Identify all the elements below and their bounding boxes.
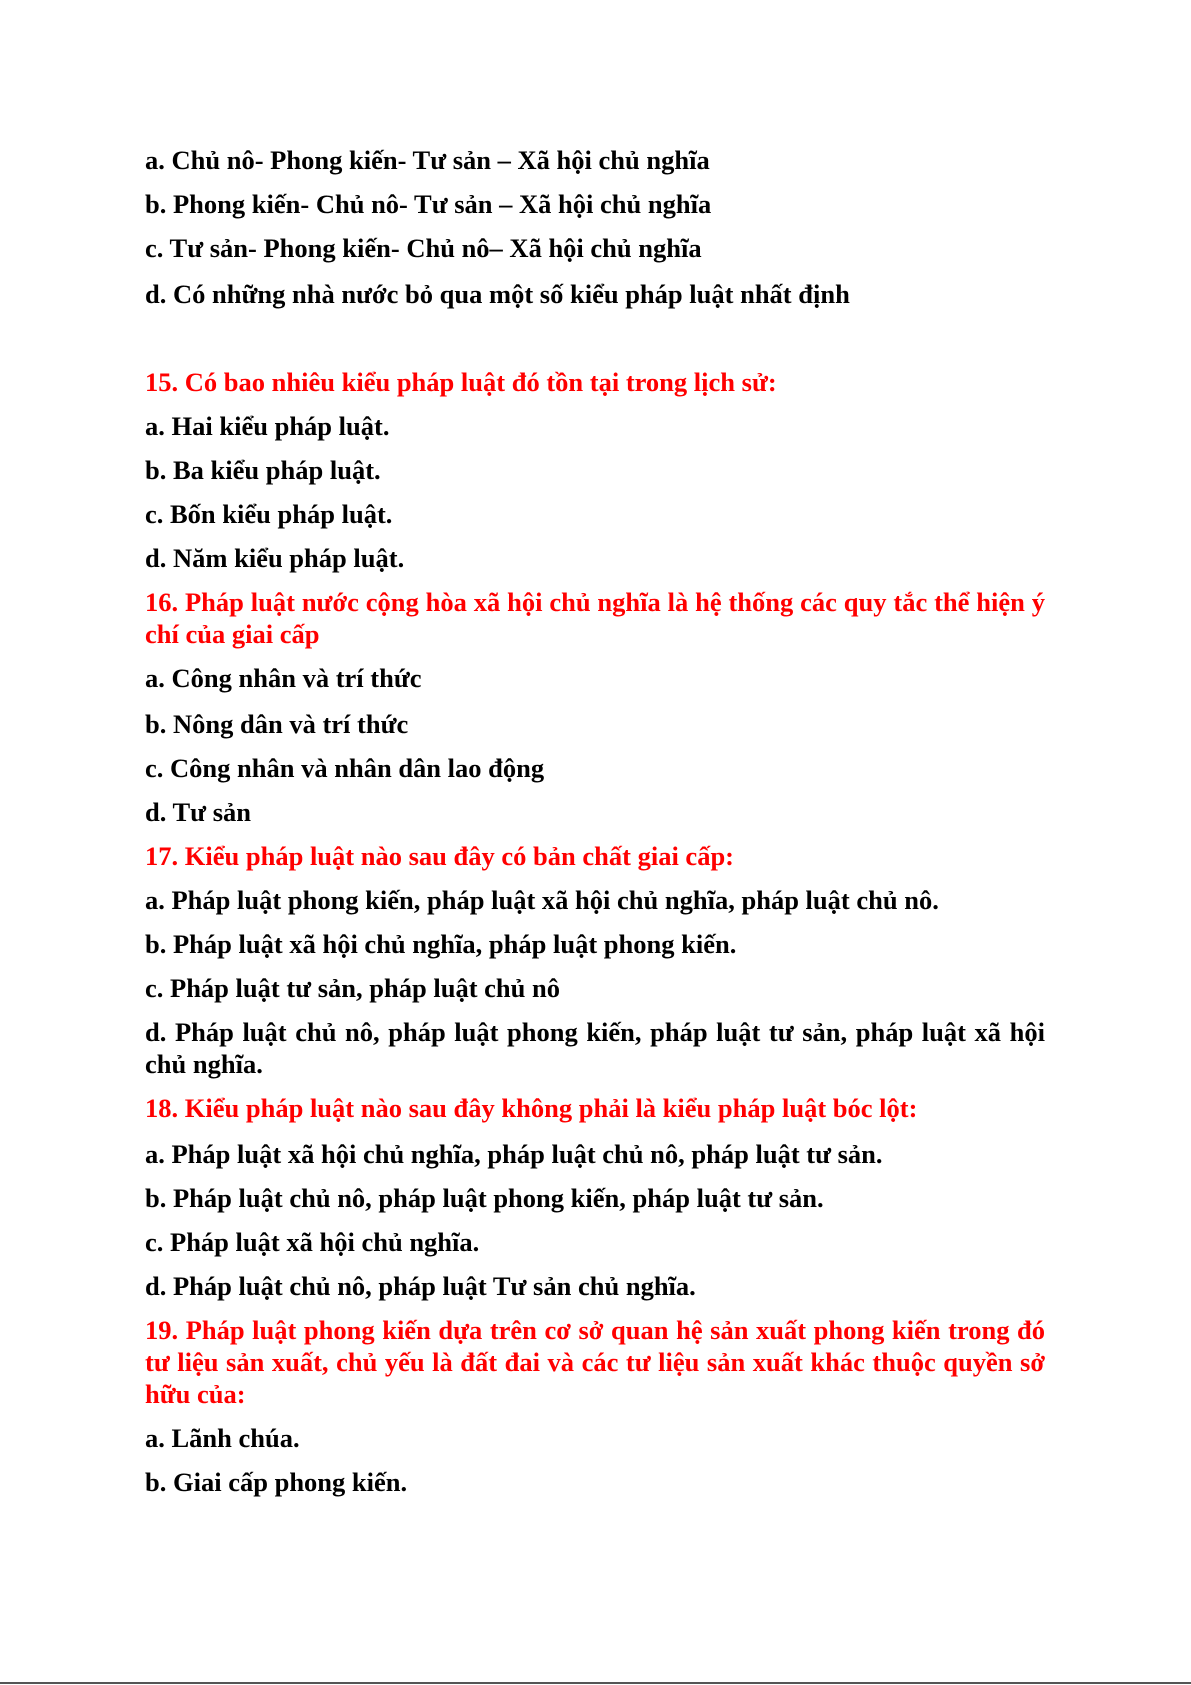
q15-option-c: c. Bốn kiểu pháp luật. [145,499,393,529]
q14-option-d: d. Có những nhà nước bỏ qua một số kiểu pháp luật nhất định [145,279,850,309]
q16-option-b: b. Nông dân và trí thức [145,709,409,739]
q14-option-a: a. Chủ nô- Phong kiến- Tư sản – Xã hội chủ nghĩa [145,145,710,175]
q19-option-a: a. Lãnh chúa. [145,1423,300,1453]
q19-question: 19. Pháp luật phong kiến dựa trên cơ sở quan hệ sản xuất phong kiến trong đó tư liệu sản xuất, chủ yếu là đất đai và các tư liệu sản xuất khác thuộc quyền sở hữu của: [145,1315,1045,1409]
q17-option-a: a. Pháp luật phong kiến, pháp luật xã hội chủ nghĩa, pháp luật chủ nô. [145,885,939,915]
q14-option-c: c. Tư sản- Phong kiến- Chủ nô– Xã hội chủ nghĩa [145,233,702,263]
q16-option-c: c. Công nhân và nhân dân lao động [145,753,545,783]
q18-option-c: c. Pháp luật xã hội chủ nghĩa. [145,1227,480,1257]
q18-question: 18. Kiểu pháp luật nào sau đây không phải là kiểu pháp luật bóc lột: [145,1093,918,1123]
q15-question: 15. Có bao nhiêu kiểu pháp luật đó tồn tại trong lịch sử: [145,367,777,397]
page-bottom-divider [0,1682,1191,1684]
q18-option-b: b. Pháp luật chủ nô, pháp luật phong kiến, pháp luật tư sản. [145,1183,824,1213]
q15-option-d: d. Năm kiểu pháp luật. [145,543,405,573]
q15-option-b: b. Ba kiểu pháp luật. [145,455,381,485]
q17-question: 17. Kiểu pháp luật nào sau đây có bản chất giai cấp: [145,841,735,871]
q16-option-a: a. Công nhân và trí thức [145,663,422,693]
q18-option-a: a. Pháp luật xã hội chủ nghĩa, pháp luật chủ nô, pháp luật tư sản. [145,1139,883,1169]
q17-option-b: b. Pháp luật xã hội chủ nghĩa, pháp luật phong kiến. [145,929,737,959]
q18-option-d: d. Pháp luật chủ nô, pháp luật Tư sản chủ nghĩa. [145,1271,696,1301]
q17-option-d: d. Pháp luật chủ nô, pháp luật phong kiến, pháp luật tư sản, pháp luật xã hội chủ nghĩa. [145,1017,1045,1079]
q16-question: 16. Pháp luật nước cộng hòa xã hội chủ nghĩa là hệ thống các quy tắc thể hiện ý chí của giai cấp [145,587,1045,649]
q16-option-d: d. Tư sản [145,797,252,827]
q15-option-a: a. Hai kiểu pháp luật. [145,411,390,441]
q19-option-b: b. Giai cấp phong kiến. [145,1467,408,1497]
q17-option-c: c. Pháp luật tư sản, pháp luật chủ nô [145,973,560,1003]
q14-option-b: b. Phong kiến- Chủ nô- Tư sản – Xã hội chủ nghĩa [145,189,712,219]
